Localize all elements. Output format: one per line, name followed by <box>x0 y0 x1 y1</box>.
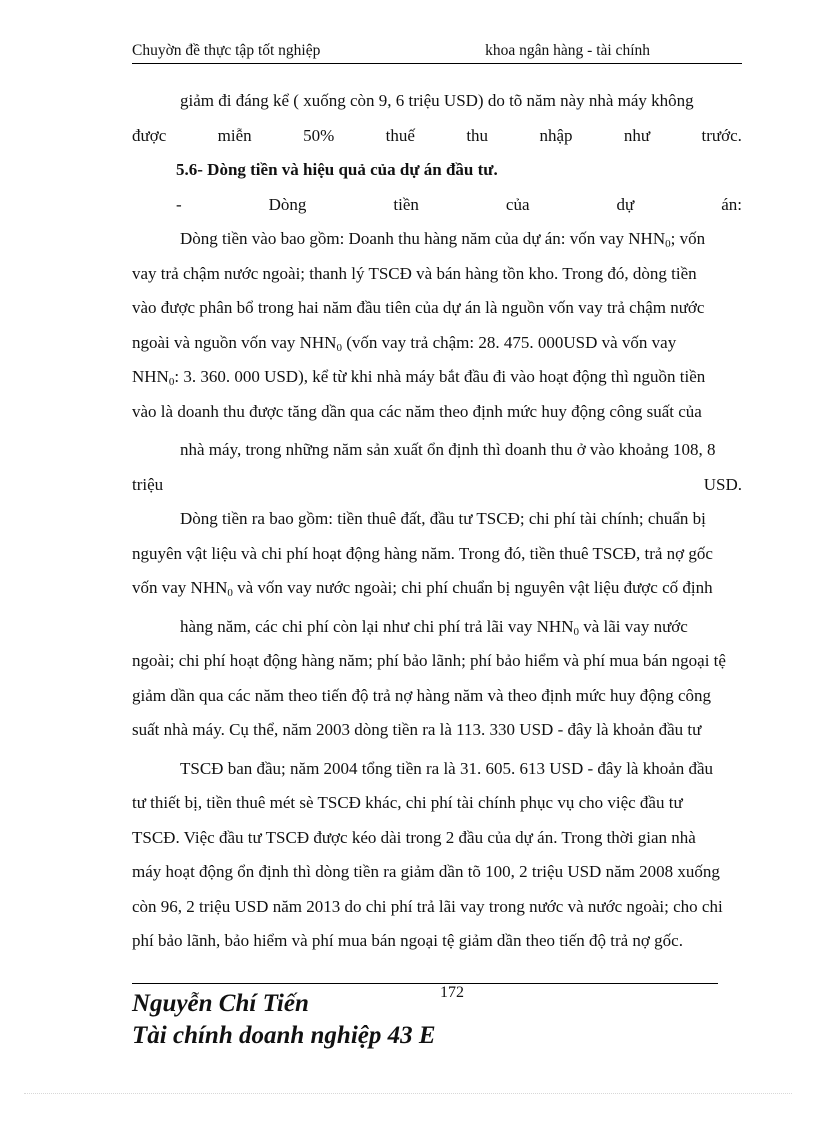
paragraph-3-line-11: máy hoạt động ổn định thì dòng tiền ra giảm dần tõ 100, 2 triệu USD năm 2008 xuống <box>132 862 720 881</box>
paragraph-2-line-7: nhà máy, trong những năm sản xuất ổn định thì doanh thu ở vào khoảng 108, 8 <box>180 440 716 459</box>
paragraph-3-line-6: giảm dần qua các năm theo tiến độ trả nợ hàng năm và theo định mức huy động công <box>132 685 712 705</box>
word: 50% <box>303 125 335 145</box>
text-run: và vốn vay nước ngoài; chi phí chuẩn bị nguyên vật liệu được cố định <box>232 578 713 597</box>
paragraph-2-line-6: vào là doanh thu được tăng dần qua các năm theo định mức huy động công suất của <box>132 401 702 421</box>
page-header <box>132 42 742 60</box>
word: trước. <box>701 125 742 145</box>
paragraph-3-line-13: phí bảo lãnh, bảo hiểm và phí mua bán ngoại tệ giảm dần theo tiến độ trả nợ gốc. <box>132 931 683 950</box>
section-heading: 5.6- Dòng tiền và hiệu quả của dự án đầu tư. <box>176 160 498 179</box>
paragraph-2-line-1 <box>132 222 742 257</box>
paragraph-3-line-3 <box>132 571 742 606</box>
page-number: 172 <box>440 984 464 1001</box>
text-run: vốn vay NHN <box>132 578 228 597</box>
paragraph-3-line-2: nguyên vật liệu và chi phí hoạt động hàng năm. Trong đó, tiền thuê TSCĐ, trả nợ gốc <box>132 543 713 563</box>
word: nhập <box>539 125 573 145</box>
text-run: ngoài và nguồn vốn vay NHN <box>132 332 337 352</box>
text-run: và lãi vay nước <box>578 616 688 636</box>
text-run: ; vốn <box>670 229 706 248</box>
bullet-line <box>132 188 742 223</box>
paragraph-2-line-3: vào được phân bổ trong hai năm đầu tiên của dự án là nguồn vốn vay trả chậm nước <box>132 298 705 317</box>
header-right-title: khoa ngân hàng - tài chính <box>485 42 650 59</box>
word: như <box>623 125 651 145</box>
subscript: 0 <box>573 625 579 638</box>
paragraph-2-line-8 <box>132 468 742 503</box>
footer-rule <box>132 983 718 984</box>
paragraph-3-line-10: TSCĐ. Việc đầu tư TSCĐ được kéo dài trong 2 đầu của dự án. Trong thời gian nhà <box>132 827 696 847</box>
word: USD. <box>703 474 742 494</box>
paragraph-3-line-9: tư thiết bị, tiền thuê mét sè TSCĐ khác, chi phí tài chính phục vụ cho việc đầu tư <box>132 793 683 812</box>
text-run: : 3. 360. 000 USD), kể từ khi nhà máy bắt đầu đi vào hoạt động thì nguồn tiền <box>174 367 706 386</box>
subscript: 0 <box>168 376 175 388</box>
subscript: 0 <box>665 238 671 250</box>
author-name: Nguyễn Chí Tiến <box>132 990 309 1017</box>
word: án: <box>721 194 742 214</box>
text-run: hàng năm, các chi phí còn lại như chi phí trả lãi vay NHN <box>180 616 574 636</box>
text-run: NHN <box>132 367 169 386</box>
word: tiền <box>393 194 419 214</box>
paragraph-3-line-1: Dòng tiền ra bao gồm: tiền thuê đất, đầu tư TSCĐ; chi phí tài chính; chuẩn bị <box>180 509 706 528</box>
paragraph-1-line-1: giảm đi đáng kể ( xuống còn 9, 6 triệu USD) do tõ năm này nhà máy không <box>180 91 694 110</box>
author-block <box>132 988 436 1052</box>
author-class: Tài chính doanh nghiệp 43 E <box>132 1022 436 1049</box>
paragraph-3-line-7: suất nhà máy. Cụ thể, năm 2003 dòng tiền ra là 113. 330 USD - đây là khoản đầu tư <box>132 720 702 739</box>
word: thuế <box>385 125 415 145</box>
bullet-dash: - <box>176 194 182 214</box>
paragraph-3-line-4 <box>132 610 742 645</box>
word: được <box>132 125 167 145</box>
word: triệu <box>132 474 164 494</box>
body-text <box>132 84 742 959</box>
word: Dòng <box>268 194 307 214</box>
word: miễn <box>217 125 252 145</box>
word: của <box>505 194 530 214</box>
text-run: Dòng tiền vào bao gồm: Doanh thu hàng năm của dự án: vốn vay NHN <box>180 229 666 248</box>
paragraph-3-line-12: còn 96, 2 triệu USD năm 2013 do chi phí trả lãi vay trong nước và nước ngoài; cho chi <box>132 896 723 916</box>
word: thu <box>466 125 489 145</box>
page-edge-divider <box>24 1093 792 1094</box>
header-left-title: Chuyờn đề thực tập tốt nghiệp <box>132 42 321 59</box>
word: dự <box>616 194 635 214</box>
paragraph-2-line-2: vay trả chậm nước ngoài; thanh lý TSCĐ và bán hàng tồn kho. Trong đó, dòng tiền <box>132 263 697 283</box>
paragraph-3-line-5: ngoài; chi phí hoạt động hàng năm; phí bảo lãnh; phí bảo hiểm và phí mua bán ngoại tệ <box>132 651 726 670</box>
header-rule <box>132 63 742 64</box>
subscript: 0 <box>336 341 342 354</box>
paragraph-2-line-4 <box>132 326 742 361</box>
paragraph-1-line-2 <box>132 119 742 154</box>
paragraph-2-line-5 <box>132 360 742 395</box>
paragraph-3-line-8: TSCĐ ban đầu; năm 2004 tổng tiền ra là 31. 605. 613 USD - đây là khoản đầu <box>180 758 714 778</box>
text-run: (vốn vay trả chậm: 28. 475. 000USD và vốn vay <box>341 332 677 352</box>
subscript: 0 <box>227 587 233 599</box>
